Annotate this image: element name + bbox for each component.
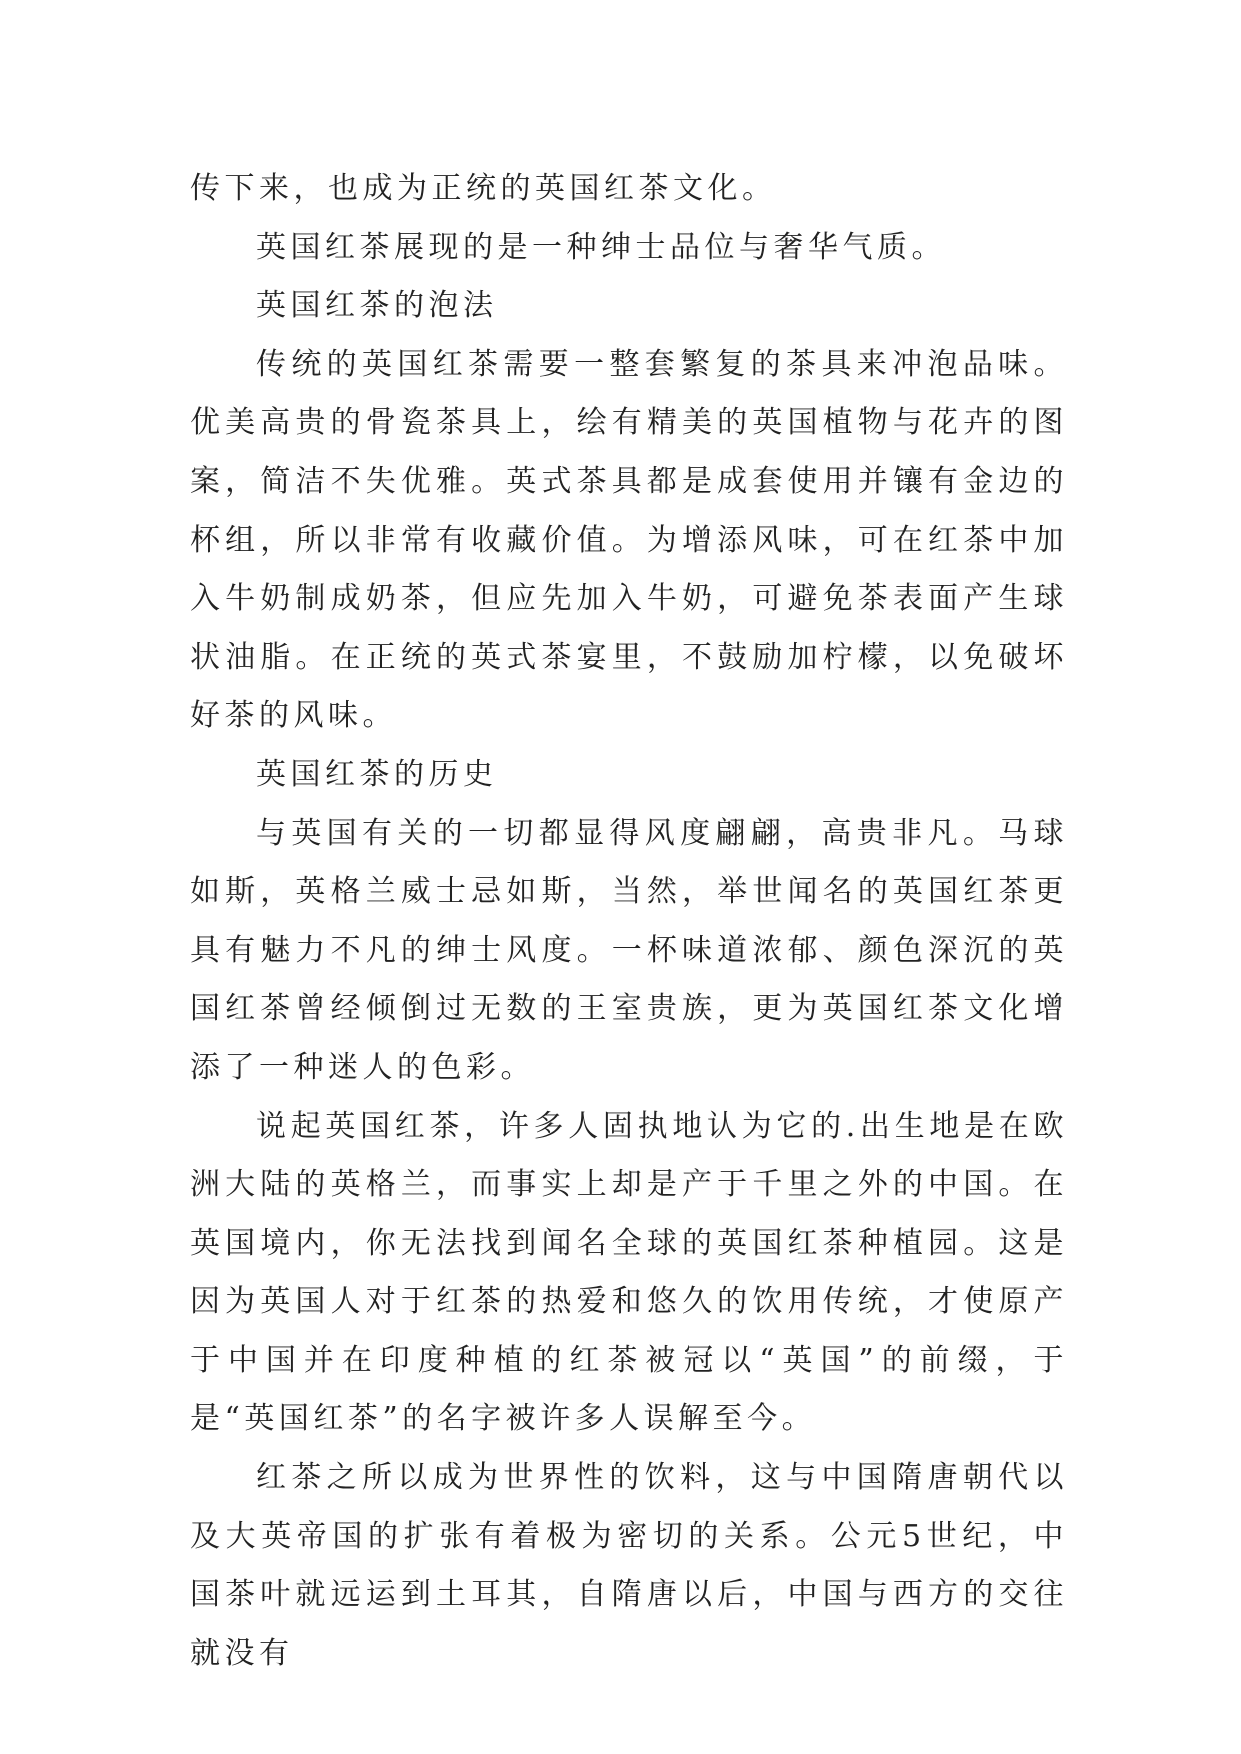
document-body (190, 160, 1068, 1683)
section-heading-brewing: 英国红茶的泡法 (256, 288, 498, 324)
paragraph-history-origin: 说起英国红茶，许多人固执地认为它的.出生地是在欧洲大陆的英格兰，而事实上却是产于千里之外的中国。在英国境内，你无法找到闻名全球的英国红茶种植园。这是因为英国人对于红茶的热爱和悠久的饮用传统，才使原产于中国并在印度种植的红茶被冠以“英国”的前缀，于是“英国红茶”的名字被许多人误解至今。 (190, 1108, 1068, 1437)
paragraph-continuation: 传下来，也成为正统的英国红茶文化。 (190, 171, 777, 206)
paragraph-summary: 英国红茶展现的是一种绅士品位与奢华气质。 (256, 229, 946, 265)
paragraph-history-spread: 红茶之所以成为世界性的饮料，这与中国隋唐朝代以及大英帝国的扩张有着极为密切的关系。公元5世纪，中国茶叶就远运到土耳其，自隋唐以后，中国与西方的交往就没有 (190, 1460, 1068, 1671)
paragraph-brewing: 传统的英国红茶需要一整套繁复的茶具来冲泡品味。优美高贵的骨瓷茶具上，绘有精美的英国植物与花卉的图案，简洁不失优雅。英式茶具都是成套使用并镶有金边的杯组，所以非常有收藏价值。为增添风味，可在红茶中加入牛奶制成奶茶，但应先加入牛奶，可避免茶表面产生球状油脂。在正统的英式茶宴里，不鼓励加柠檬，以免破坏好茶的风味。 (190, 346, 1068, 734)
paragraph-history-intro: 与英国有关的一切都显得风度翩翩，高贵非凡。马球如斯，英格兰威士忌如斯，当然，举世闻名的英国红茶更具有魅力不凡的绅士风度。一杯味道浓郁、颜色深沉的英国红茶曾经倾倒过无数的王室贵族，更为英国红茶文化增添了一种迷人的色彩。 (190, 815, 1068, 1085)
section-heading-history: 英国红茶的历史 (256, 756, 498, 792)
